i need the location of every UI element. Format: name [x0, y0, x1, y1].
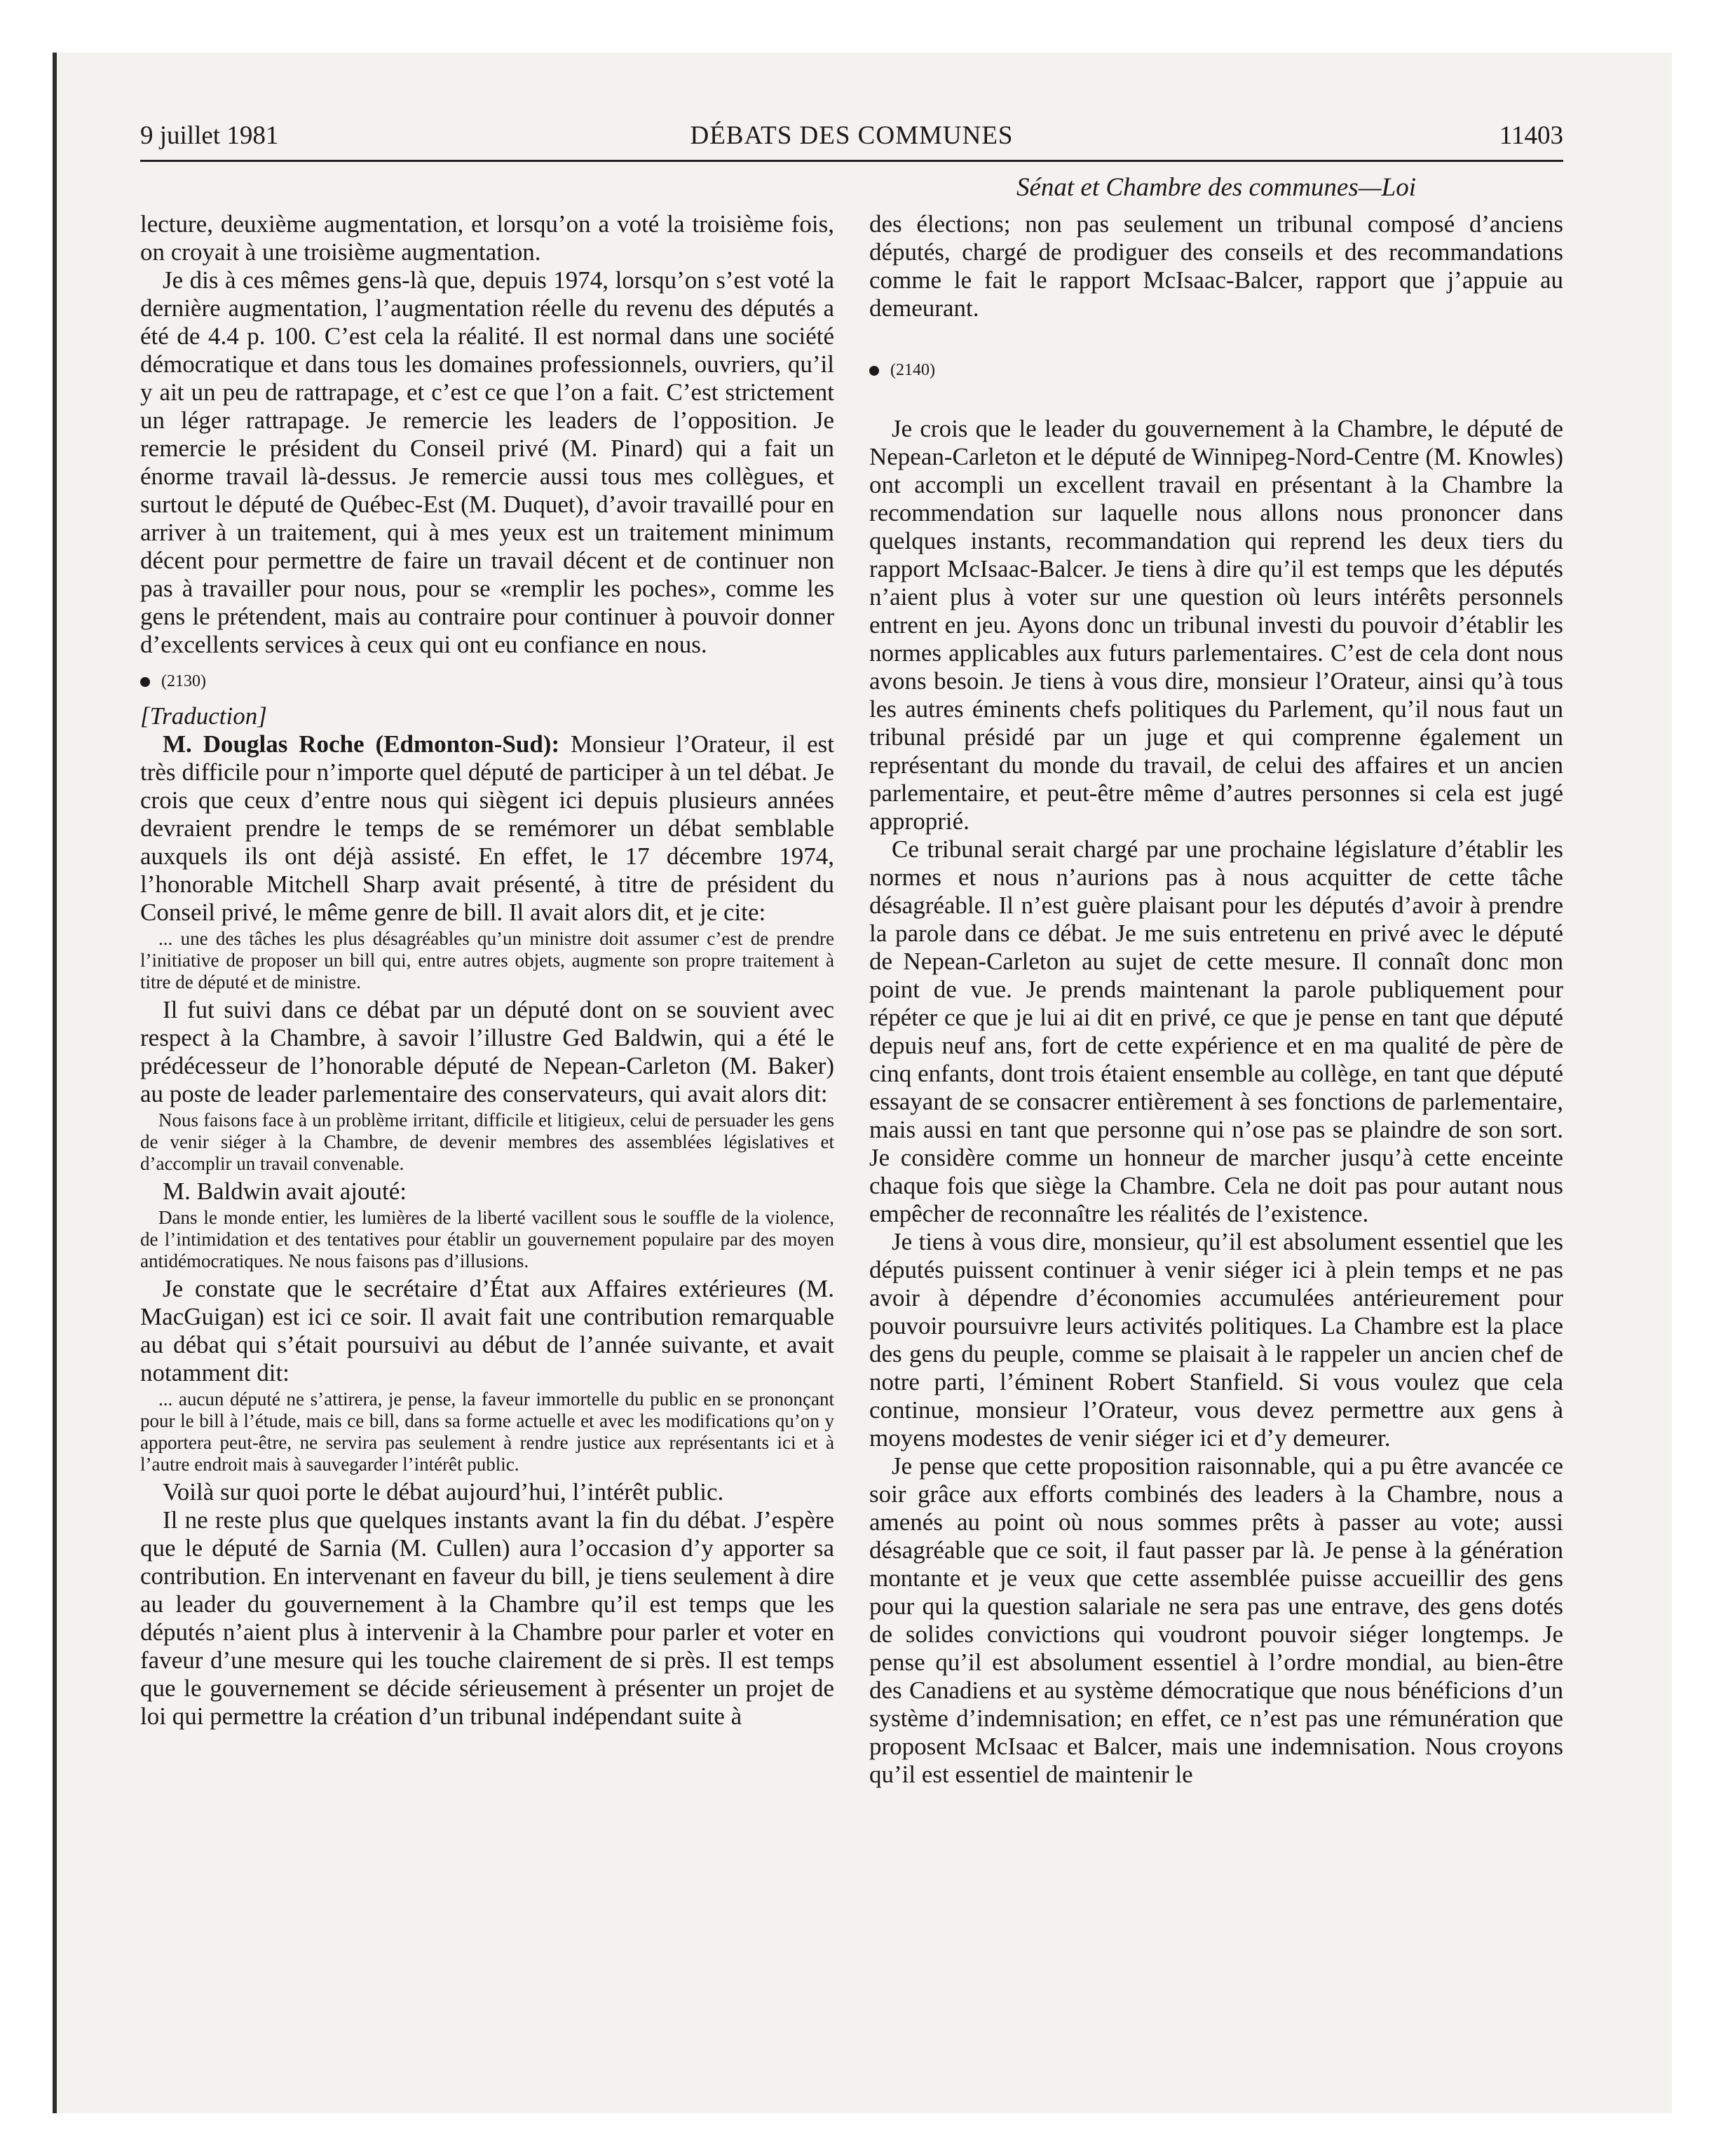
bullet-icon: [869, 366, 879, 376]
header-date: 9 juillet 1981: [140, 121, 279, 150]
speaker-text: Monsieur l’Orateur, il est très difficile pour n’importe quel député de participer à un tel débat. Je crois que ceux d’entre nous qui siègent ici depuis plusieurs années devraient prendre le temps de se remémorer un débat semblable auxquels ils ont déjà assisté. En effet, le 17 décembre 1974, l’honorable Mitchell Sharp avait présenté, à titre de président du Conseil privé, le même genre de bill. Il avait alors dit, et je cite:: [140, 730, 835, 926]
paragraph: Je dis à ces mêmes gens-là que, depuis 1974, lorsqu’on s’est voté la dernière augmentation, l’augmentation réelle du revenu des députés a été de 4.4 p. 100. C’est cela la réalité. Il est normal dans une société démocratique et dans tous les domaines professionnels, ouvriers, qu’il y ait un peu de rattrapage, et c’est ce que l’on a fait. C’est strictement un léger rattrapage. Je remercie les leaders de l’opposition. Je remercie le président du Conseil privé (M. Pinard) qui a fait un énorme travail là-dessus. Je remercie aussi tous mes collègues, et surtout le député de Québec-Est (M. Duquet), d’avoir travaillé pour en arriver à un traitement, qui à mes yeux est un traitement minimum décent pour permettre de faire un travail décent et de continuer non pas à travailler pour nous, pour se «remplir les poches», comme les gens le prétendent, mais au contraire pour continuer à pouvoir donner d’excellents services à ceux qui ont eu confiance en nous.: [140, 266, 834, 658]
time-marker: [869, 356, 1563, 384]
paragraph: Il ne reste plus que quelques instants avant la fin du débat. J’espère que le député de Sarnia (M. Cullen) aura l’occasion d’y apporter sa contribution. En intervenant en faveur du bill, je tiens seulement à dire au leader du gouvernement à la Chambre qu’il est temps que les députés n’aient plus à intervenir à la Chambre pour parler et voter en faveur d’une mesure qui les touche clairement de si près. Il est temps que le gouvernement se décide sérieusement à présenter un projet de loi qui permettre la création d’un tribunal indépendant suite à: [140, 1506, 834, 1730]
paragraph: Il fut suivi dans ce débat par un député dont on se souvient avec respect à la Chambre, à savoir l’illustre Ged Baldwin, qui a été le prédécesseur de l’honorable député de Nepean-Carleton (M. Baker) au poste de leader parlementaire des conservateurs, qui avait alors dit:: [140, 996, 834, 1107]
quotation: Nous faisons face à un problème irritant, difficile et litigieux, celui de persuader les gens de venir siéger à la Chambre, de devenir membres des assemblées législatives et d’accomplir un travail convenable.: [140, 1110, 834, 1174]
paragraph: Je pense que cette proposition raisonnable, qui a pu être avancée ce soir grâce aux efforts combinés des leaders à la Chambre, nous a amenés au point où nous sommes prêts à passer au vote; aussi désagréable que ce soit, il faut passer par là. Je pense à la génération montante et je veux que cette assemblée puisse accueillir des gens pour qui la question salariale ne sera pas une entrave, des gens dotés de solides convictions qui voudront pouvoir siéger longtemps. Je pense qu’il est absolument essentiel à l’ordre mondial, au bien-être des Canadiens et au système démocratique que nous bénéficions d’un système d’indemnisation; en effet, ce n’est pas une rémunération que proposent McIsaac et Balcer, mais une indemnisation. Nous croyons qu’il est essentiel de maintenir le: [869, 1452, 1563, 1788]
paragraph: Je crois que le leader du gouvernement à la Chambre, le député de Nepean-Carleton et le député de Winnipeg-Nord-Centre (M. Knowles) ont accompli un excellent travail en présentant à la Chambre la recommendation sur laquelle nous allons nous prononcer dans quelques instants, recommandation qui reprend les deux tiers du rapport McIsaac-Balcer. Je tiens à dire qu’il est temps que les députés n’aient plus à voter sur une question où leurs intérêts personnels entrent en jeu. Ayons donc un tribunal investi du pouvoir d’établir les normes applicables aux futurs parlementaires. C’est de cela dont nous avons besoin. Je tiens à vous dire, monsieur l’Orateur, ainsi qu’à tous les autres éminents chefs politiques du Parlement, qu’il nous faut un tribunal présidé par un juge et qui comprenne également un représentant du monde du travail, de celui des affaires et un ancien parlementaire, et peut-être même d’autres personnes si cela est jugé approprié.: [869, 415, 1563, 835]
time-marker: [140, 667, 834, 695]
paragraph: Je constate que le secrétaire d’État aux Affaires extérieures (M. MacGuigan) est ici ce soir. Il avait fait une contribution remarquable au débat qui s’était poursuivi au début de l’année suivante, et avait notamment dit:: [140, 1275, 834, 1386]
time-marker-label: (2140): [890, 361, 935, 379]
header-title: DÉBATS DES COMMUNES: [690, 121, 1014, 150]
header-page-number: 11403: [1499, 121, 1563, 150]
paragraph: Je tiens à vous dire, monsieur, qu’il est absolument essentiel que les députés puissent continuer à venir siéger ici à plein temps et ne pas avoir à dépendre d’économies accumulées antérieurement pour pouvoir poursuivre leurs activités politiques. La Chambre est la place des gens du peuple, comme se plaisait à le rappeler un ancien chef de notre parti, l’éminent Robert Stanfield. Si vous voulez que cela continue, monsieur l’Orateur, vous devez permettre aux gens à moyens modestes de venir siéger ici et d’y demeurer.: [869, 1228, 1563, 1452]
left-column: [140, 210, 834, 1731]
traduction-label: [Traduction]: [140, 702, 267, 730]
speaker-name: M. Douglas Roche (Edmonton-Sud):: [163, 730, 560, 758]
paragraph: des élections; non pas seulement un tribunal composé d’anciens députés, chargé de prodiguer des conseils et des recommandations comme le fait le rapport McIsaac-Balcer, rapport que j’appuie au demeurant.: [869, 210, 1563, 322]
time-marker-label: (2130): [161, 672, 206, 690]
paragraph: lecture, deuxième augmentation, et lorsqu’on a voté la troisième fois, on croyait à une troisième augmentation.: [140, 210, 834, 266]
speaker-paragraph: [140, 730, 834, 927]
subject-heading: Sénat et Chambre des communes—Loi: [1016, 173, 1416, 202]
right-column: [869, 210, 1563, 1789]
quotation: ... une des tâches les plus désagréables qu’un ministre doit assumer c’est de prendre l’initiative de proposer un bill qui, entre autres objets, augmente son propre traitement à titre de député et de ministre.: [140, 928, 834, 992]
quotation: ... aucun député ne s’attirera, je pense, la faveur immortelle du public en se prononçant pour le bill à l’étude, mais ce bill, dans sa forme actuelle et avec les modifications qu’on y apportera peut-être, ne servira pas seulement à rendre justice aux représentants ici et à l’autre endroit mais à sauvegarder l’intérêt public.: [140, 1389, 834, 1475]
page-header: [140, 118, 1563, 162]
quotation: Dans le monde entier, les lumières de la liberté vacillent sous le souffle de la violence, de l’intimidation et des tentatives pour établir un gouvernement populaire par des moyen antidémocratiques. Ne nous faisons pas d’illusions.: [140, 1207, 834, 1271]
paragraph: M. Baldwin avait ajouté:: [163, 1178, 407, 1205]
paragraph: Voilà sur quoi porte le débat aujourd’hui, l’intérêt public.: [163, 1478, 724, 1506]
paragraph: Ce tribunal serait chargé par une prochaine législature d’établir les normes et nous n’aurions pas à nous acquitter de cette tâche désagréable. Il n’est guère plaisant pour les députés d’avoir à prendre la parole dans ce débat. Je me suis entretenu en privé avec le député de Nepean-Carleton au sujet de cette mesure. Il connaît donc mon point de vue. Je prends maintenant la parole publiquement pour répéter ce que je lui ai dit en privé, ce que je pense en tant que député depuis neuf ans, fort de cette expérience et en ma qualité de père de cinq enfants, dont trois étaient ensemble au collège, en tant que député essayant de se consacrer entièrement à ses fonctions de parlementaire, mais aussi en tant que personne qui n’ose pas se plaindre de son sort. Je considère comme un honneur de marcher jusqu’à cette enceinte chaque fois que siège la Chambre. Cela ne doit pas pour autant nous empêcher de reconnaître les réalités de l’existence.: [869, 835, 1563, 1227]
bullet-icon: [140, 677, 150, 687]
